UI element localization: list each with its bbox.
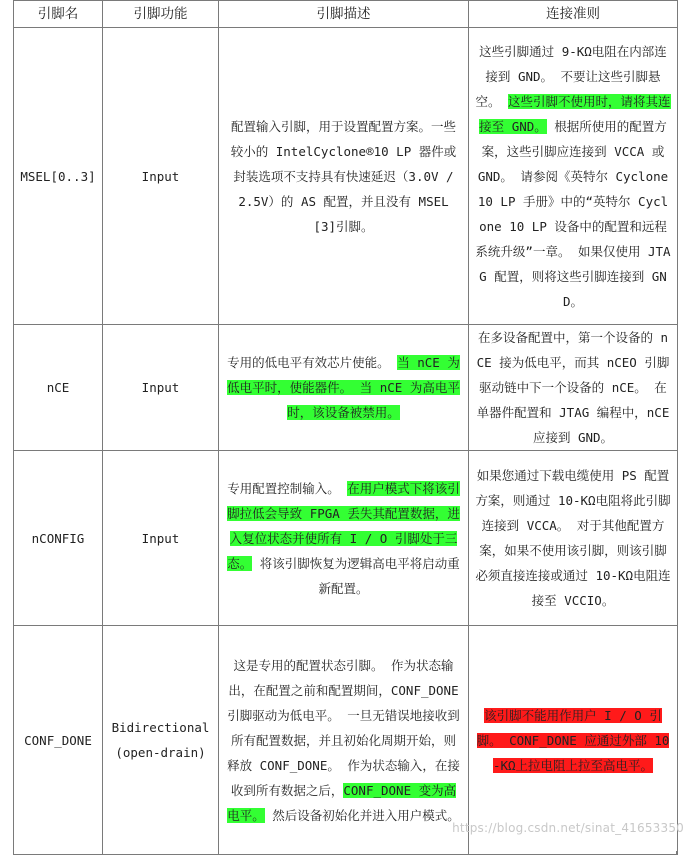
guideline-text: 这些引脚通过 9-KΩ电阻在内部连接到 GND。 不要让这些引脚悬空。 [475, 43, 667, 109]
description-highlight: 当 nCE 为低电平时，使能器件。 当 nCE 为高电平时，该设备被禁用。 [227, 355, 460, 420]
pin-function-cell: Input [103, 451, 219, 626]
header-pin-name: 引脚名 [14, 1, 103, 28]
guideline-text: 在多设备配置中，第一个设备的 nCE 接为低电平，而其 nCEO 引脚驱动链中下一个设备的 nCE。 在单器件配置和 JTAG 编程中，nCE 应接到 GND。 [476, 330, 670, 445]
description-highlight: CONF_DONE 变为高电平。 [227, 782, 457, 823]
table-row [14, 451, 678, 626]
description-text: 将该引脚恢复为逻辑高电平将启动重新配置。 [252, 555, 460, 596]
watermark: https://blog.csdn.net/sinat_41653350 [452, 821, 684, 835]
pin-table [13, 0, 678, 855]
description-text: 配置输入引脚，用于设置配置方案。一些较小的 IntelCyclone®10 LP 器件或封装选项不支持具有快速延迟（3.0V / 2.5V）的 AS 配置，并且没有 MSEL [3]引脚。 [230, 118, 457, 234]
header-pin-description: 引脚描述 [219, 1, 469, 28]
description-text: 这是专用的配置状态引脚。 作为状态输出，在配置之前和配置期间，CONF_DONE 引脚驱动为低电平。 一旦无错误地接收到所有配置数据，并且初始化周期开始，则释放 CONF_DONE。 作为状态输入，在接收到所有数据之后， [227, 657, 460, 798]
pin-function-cell: Input [103, 28, 219, 325]
table-row [14, 28, 678, 325]
header-connection-guideline: 连接准则 [469, 1, 678, 28]
pin-description-cell [219, 28, 469, 325]
description-text: 专用的低电平有效芯片使能。 [227, 355, 398, 370]
pin-name-cell: CONF_DONE [14, 626, 103, 855]
pin-description-cell [219, 626, 469, 855]
description-text: 然后设备初始化并进入用户模式。 [264, 807, 460, 823]
pin-name-cell: nCONFIG [14, 451, 103, 626]
table-row [14, 325, 678, 451]
next-row-edge [13, 851, 677, 855]
guideline-cell [469, 28, 678, 325]
pin-description-cell [219, 451, 469, 626]
pin-function-cell: Input [103, 325, 219, 451]
pin-function-cell: Bidirectional (open-drain) [103, 626, 219, 855]
header-pin-function: 引脚功能 [103, 1, 219, 28]
pin-name-cell: nCE [14, 325, 103, 451]
guideline-warning-highlight: 该引脚不能用作用户 I / O 引脚。 CONF_DONE 应通过外部 10-KΩ上拉电阻上拉至高电平。 [476, 707, 670, 773]
guideline-highlight: 这些引脚不使用时，请将其连接至 GND。 [479, 93, 671, 134]
guideline-text: 根据所使用的配置方案，这些引脚应连接到 VCCA 或 GND。 请参阅《英特尔 Cyclone 10 LP 手册》中的“英特尔 Cyclone 10 LP 设备中的配置和远程系统升级”一章。 如果仅使用 JTAG 配置，则将这些引脚连接到 GND。 [475, 118, 671, 309]
pin-description-cell [219, 325, 469, 451]
guideline-cell [469, 451, 678, 626]
pin-name-cell: MSEL[0..3] [14, 28, 103, 325]
description-highlight: 在用户模式下将该引脚拉低会导致 FPGA 丢失其配置数据，进入复位状态并使所有 I / O 引脚处于三态。 [227, 480, 460, 571]
guideline-cell [469, 325, 678, 451]
header-row [14, 1, 678, 28]
guideline-text: 如果您通过下载电缆使用 PS 配置方案，则通过 10-KΩ电阻将此引脚连接到 VCCA。 对于其他配置方案，如果不使用该引脚，则该引脚必须直接连接或通过 10-KΩ电阻连接至 VCCIO。 [475, 468, 671, 608]
description-text: 专用配置控制输入。 [227, 480, 348, 496]
